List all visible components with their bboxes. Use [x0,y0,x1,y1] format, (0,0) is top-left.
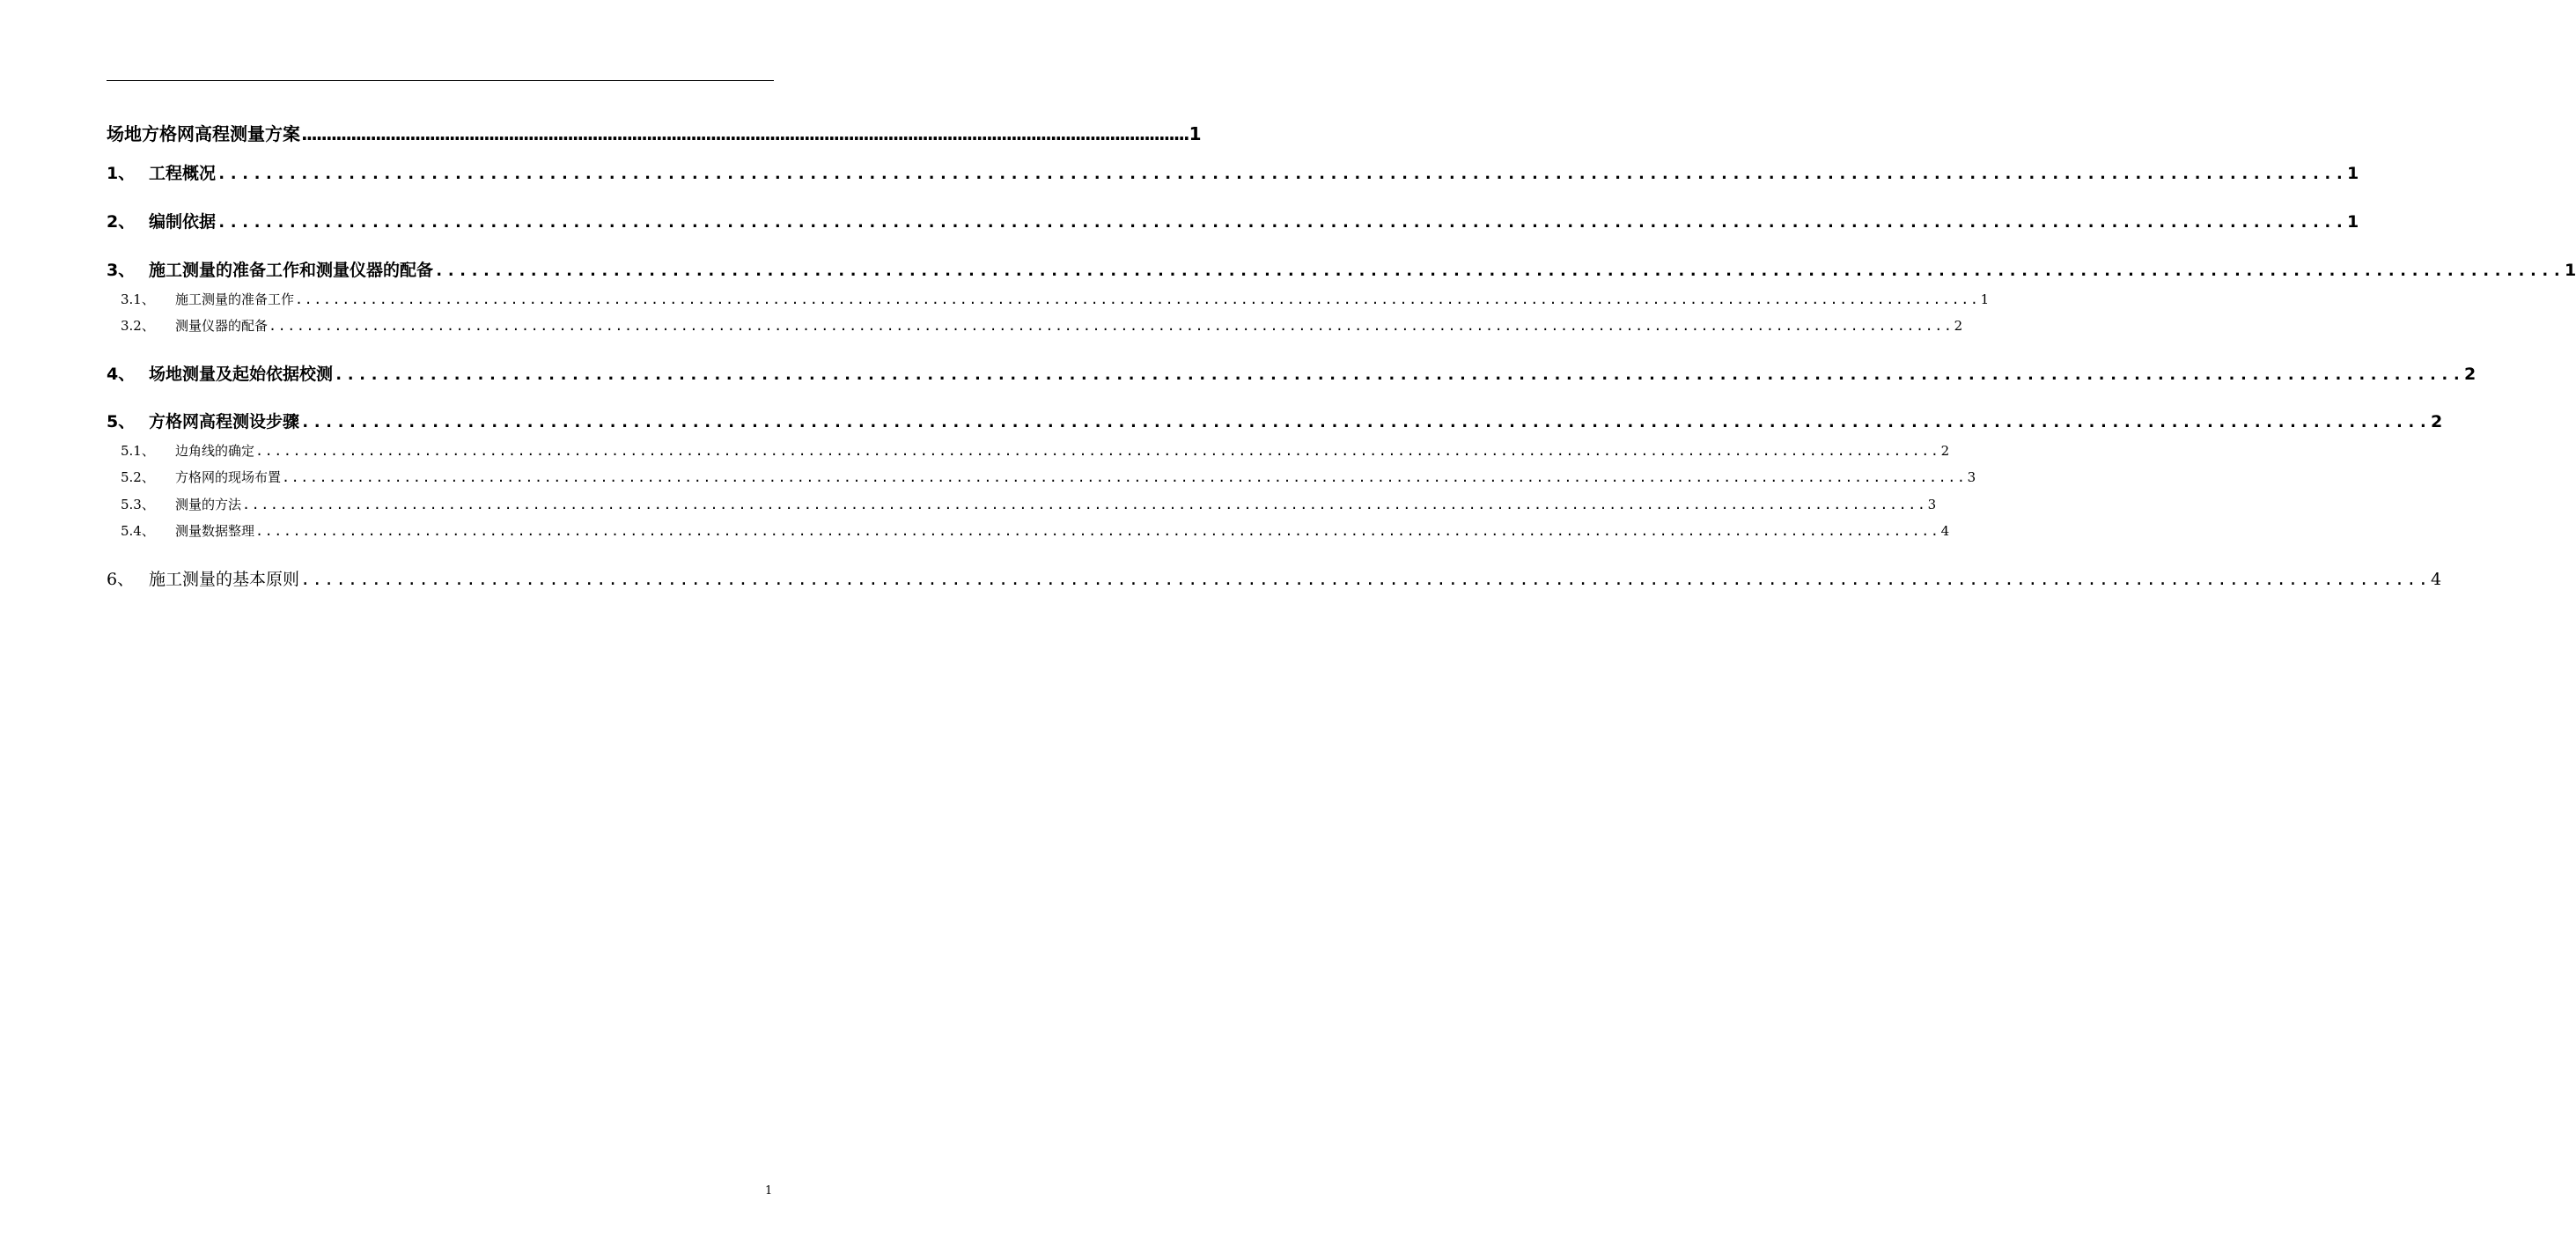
toc-entry-title: 测量仪器的配备 [175,318,269,334]
toc-leader: .................................................................................................................................................................................... [217,164,2347,183]
toc-page-number: 1 [1980,291,1990,307]
toc-entry-number: 6、 [107,570,135,589]
toc-page-number: 4 [2431,570,2442,589]
toc-entry-number: 5、 [107,412,136,431]
toc-page-number: 3 [1927,497,1937,512]
toc-entry-title: 施工测量的基本原则 [149,570,300,589]
toc-entry-title: 场地测量及起始依据校测 [149,365,334,384]
toc-entry-5[interactable] [107,409,2443,432]
toc-page-number: 2 [2431,412,2443,431]
toc-leader: .................................................................................................................................................................................... [434,261,2565,280]
toc-leader: .................................................................................................................................................................................... [300,570,2431,589]
toc-entry-3[interactable] [107,257,2576,281]
toc-leader: .................................................................................................................................................................................... [217,212,2347,232]
toc-entry-number: 1、 [107,164,136,183]
toc-leader: .................................................................................................................................................................................... [255,523,1940,539]
toc-entry-number: 5.3、 [121,497,155,512]
toc-entry-title: 施工测量的准备工作 [175,291,295,307]
toc-entry-title: 施工测量的准备工作和测量仪器的配备 [149,261,434,280]
toc-leader: .................................................................................................................................................................................... [301,123,1189,144]
toc-entry-title: 边角线的确定 [175,443,255,459]
toc-entry-5-1[interactable] [107,441,1950,460]
toc-page-number: 1 [2347,164,2359,183]
toc-leader: .................................................................................................................................................................................... [300,412,2431,431]
toc-entry-number: 5.2、 [121,469,155,485]
toc-entry-6[interactable] [107,566,2442,590]
toc-entry-5-4[interactable] [107,521,1950,540]
toc-entry-3-1[interactable] [107,290,1990,308]
toc-page-number: 2 [2464,365,2477,384]
toc-entry-5-2[interactable] [107,468,1976,486]
toc-page-number: 1 [2565,261,2576,280]
toc-entry-number: 4、 [107,365,136,384]
toc-entry-5-3[interactable] [107,495,1937,513]
toc-leader: .................................................................................................................................................................................... [282,469,1967,485]
toc-page-number: 2 [1954,318,1963,334]
toc-entry-2[interactable] [107,209,2359,232]
toc-main-title[interactable] [107,120,1202,145]
toc-page-number: 4 [1940,523,1950,539]
footer-page-number: 1 [765,1184,773,1198]
toc-entry-title: 方格网的现场布置 [175,469,282,485]
toc-page-number: 2 [1940,443,1950,459]
toc-entry-title: 测量数据整理 [175,523,255,539]
toc-page-number: 1 [1189,123,1202,144]
toc-entry-title: 方格网高程测设步骤 [149,412,300,431]
toc-entry-title: 编制依据 [149,212,217,232]
toc-entry-number: 5.4、 [121,523,155,539]
toc-leader: .................................................................................................................................................................................... [334,365,2464,384]
toc-entry-number: 3、 [107,261,136,280]
toc-entry-4[interactable] [107,361,2477,385]
toc-leader: .................................................................................................................................................................................... [269,318,1954,334]
toc-leader: .................................................................................................................................................................................... [242,497,1927,512]
toc-entry-number: 2、 [107,212,136,232]
toc-entry-number: 3.2、 [121,318,155,334]
toc-entry-number: 5.1、 [121,443,155,459]
toc-page-number: 3 [1967,469,1976,485]
toc-entry-number: 3.1、 [121,291,155,307]
toc-main-title-text: 场地方格网高程测量方案 [107,123,300,144]
table-of-contents [107,0,2576,616]
toc-entry-title: 测量的方法 [175,497,242,512]
toc-entry-3-2[interactable] [107,316,1963,335]
toc-entry-title: 工程概况 [149,164,217,183]
toc-leader: .................................................................................................................................................................................... [295,291,1980,307]
toc-leader: .................................................................................................................................................................................... [255,443,1940,459]
toc-entry-1[interactable] [107,160,2359,184]
toc-page-number: 1 [2347,212,2359,232]
